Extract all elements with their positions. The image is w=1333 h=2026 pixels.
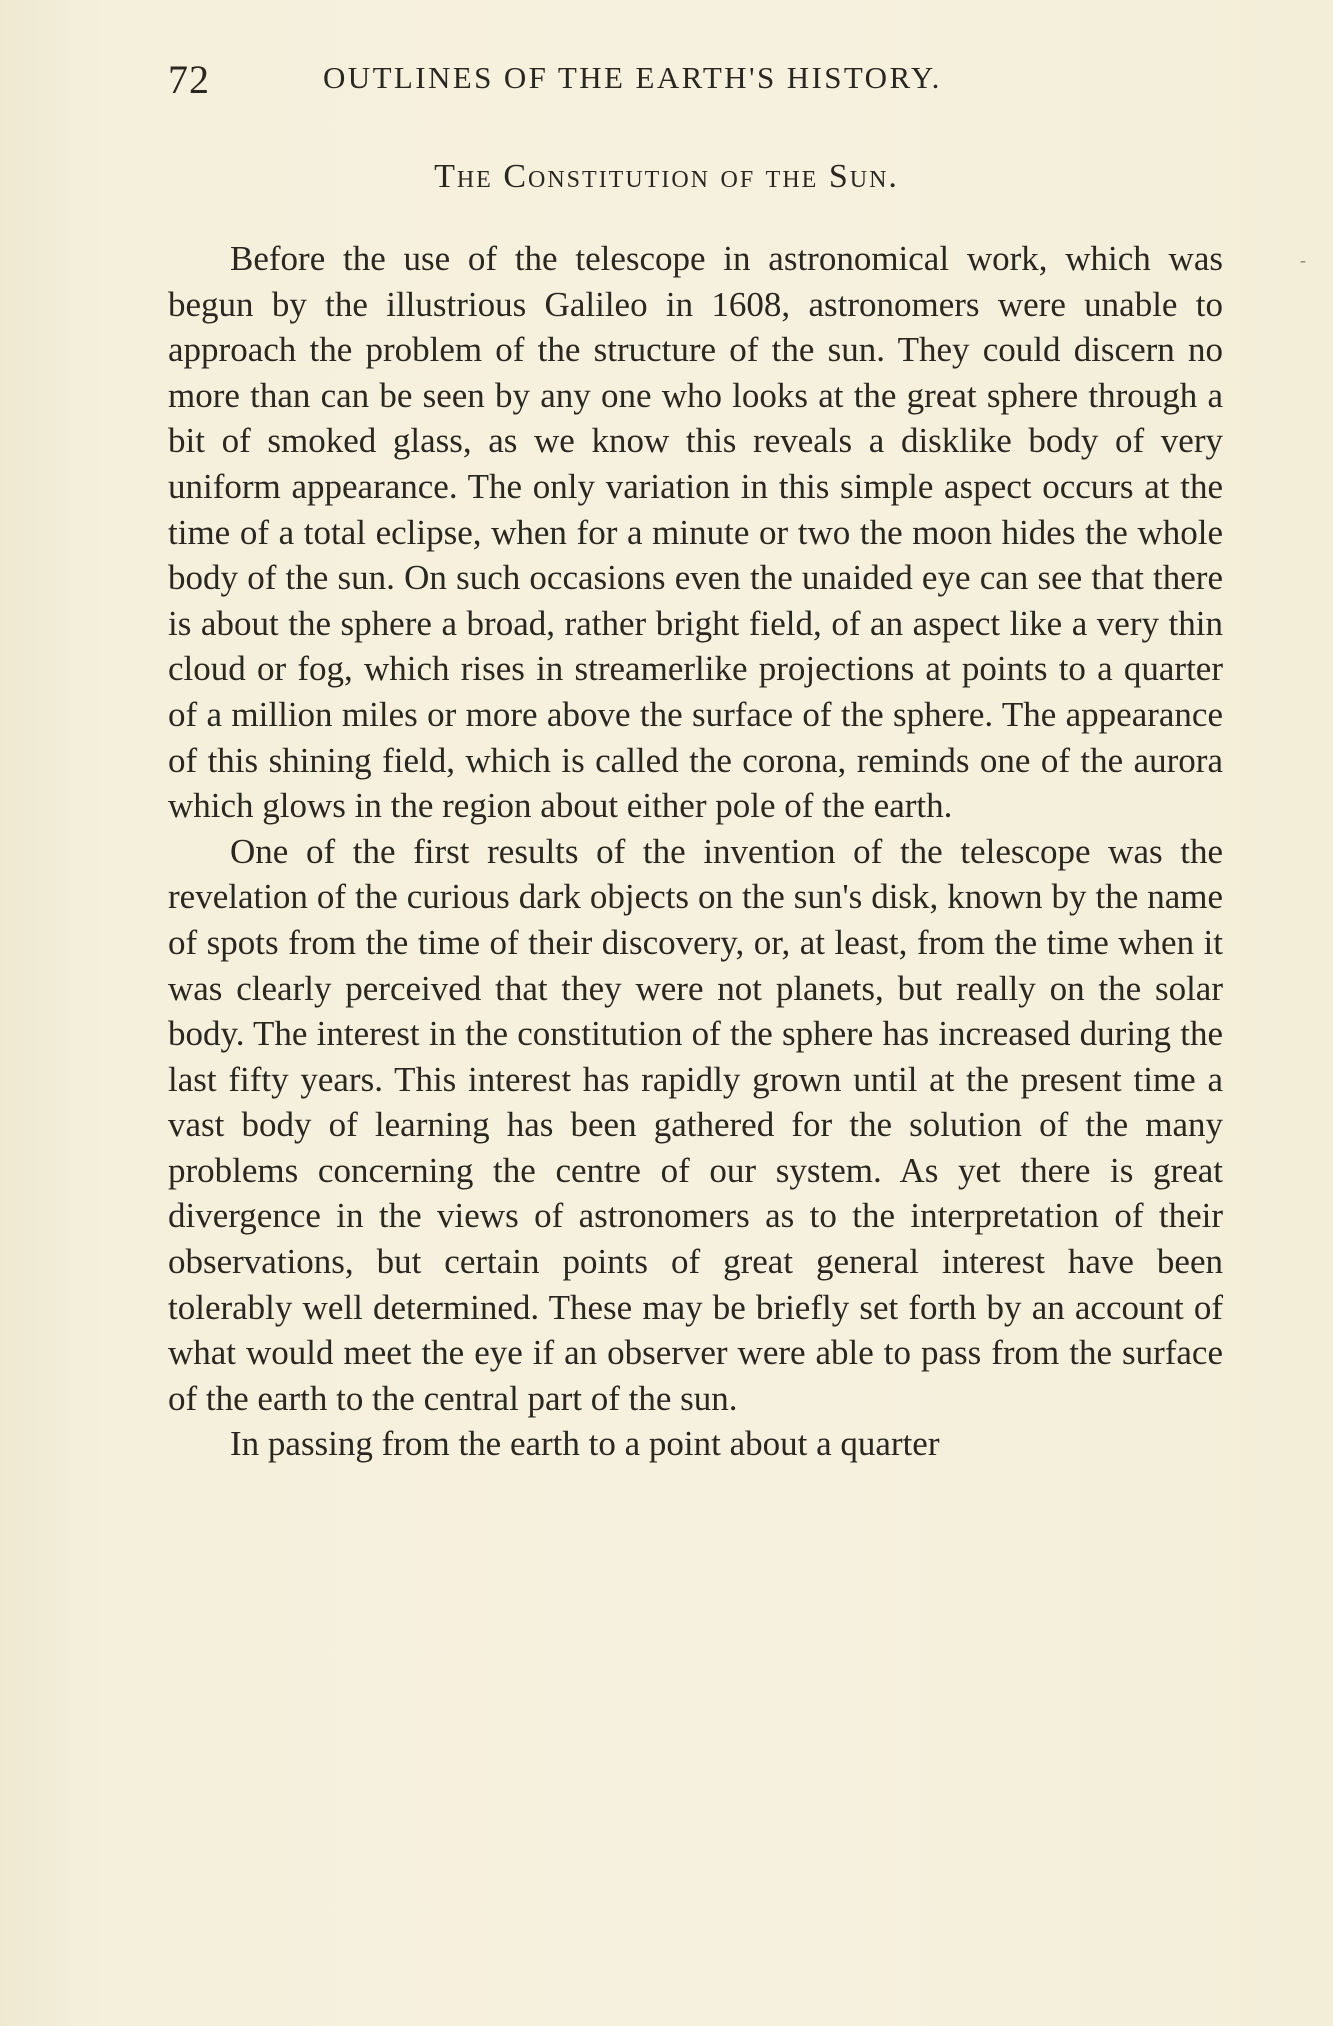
page-number: 72 <box>168 57 210 102</box>
paragraph-2: One of the first results of the invention of the telescope was the revelation of the curious dark objects on the sun's disk, known by the name of spots from the time of their discovery, or, at least, from the time when it was clearly perceived that they were not planets, but really on the solar body. The interest in the constitution of the sphere has increased during the last fifty years. This interest has rapidly grown until at the present time a vast body of learning has been gathered for the solution of the many problems concerning the centre of our system. As yet there is great divergence in the views of astronomers as to the interpretation of their observations, but certain points of great general interest have been tolerably well determined. These may be briefly set forth by an account of what would meet the eye if an observer were able to pass from the surface of the earth to the central part of the sun. <box>168 831 1223 1418</box>
body-text <box>168 236 1223 1467</box>
section-title: The Constitution of the Sun. <box>434 158 899 195</box>
paragraph-3: In passing from the earth to a point about a quarter <box>230 1424 940 1464</box>
page-header <box>168 48 1168 108</box>
paragraph-1: Before the use of the telescope in astronomical work, which was begun by the illustrious Galileo in 1608, astronomers were unable to approach the problem of the structure of the sun. They could discern no more than can be seen by any one who looks at the great sphere through a bit of smoked glass, as we know this reveals a disklike body of very uniform appearance. The only variation in this simple aspect occurs at the time of a total eclipse, when for a minute or two the moon hides the whole body of the sun. On such occasions even the unaided eye can see that there is about the sphere a broad, rather bright field, of an aspect like a very thin cloud or fog, which rises in streamerlike projections at points to a quarter of a million miles or more above the surface of the sphere. The appearance of this shining field, which is called the corona, reminds one of the aurora which glows in the region about either pole of the earth. <box>168 239 1223 826</box>
margin-mark: - <box>1300 250 1306 270</box>
running-head: OUTLINES OF THE EARTH'S HISTORY. <box>323 60 942 95</box>
